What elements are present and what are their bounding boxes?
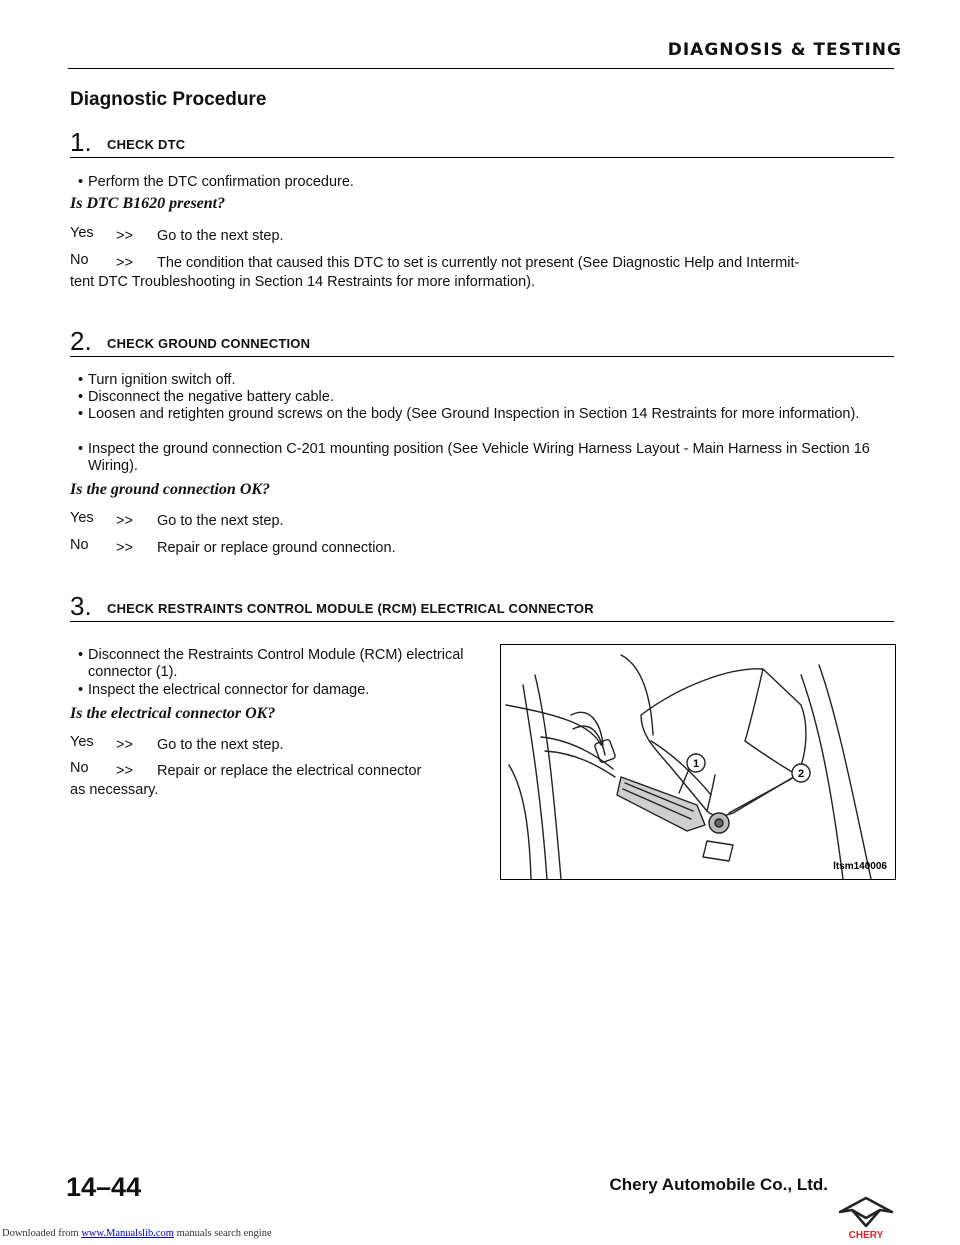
bullet-item: • Disconnect the negative battery cable. [78,389,334,405]
step-number: 2. [70,326,92,356]
arrow-icon: >> [116,540,133,556]
bullet-item: • Perform the DTC confirmation procedure. [78,174,354,190]
procedure-title: Diagnostic Procedure [70,89,267,110]
bullet-item: • Turn ignition switch off. [78,372,236,388]
no-answer: Repair or replace ground connection. [157,540,396,556]
no-answer-continued: tent DTC Troubleshooting in Section 14 Restraints for more information). [70,274,536,290]
arrow-icon: >> [116,763,133,779]
callout-1: 1 [692,758,700,770]
no-answer-continued: as necessary. [70,782,159,798]
question: Is the ground connection OK? [70,481,271,498]
chery-logo-icon [836,1196,896,1240]
no-label: No [70,252,89,268]
bullet-item: • Inspect the ground connection C-201 mounting position (See Vehicle Wiring Harness Layout - Main Harness in Section 16 Wiring). [78,441,870,474]
figure-code: ltsm140006 [833,861,887,872]
page-number: 14–44 [66,1172,142,1202]
step-title: CHECK DTC [107,137,186,152]
yes-label: Yes [70,734,94,750]
rcm-connector-illustration [501,645,895,879]
arrow-icon: >> [116,737,133,753]
yes-answer: Go to the next step. [157,737,284,753]
bullet-dot-icon: • [78,406,84,422]
step-number: 1. [70,127,92,157]
question: Is the electrical connector OK? [70,705,276,722]
step-title: CHECK GROUND CONNECTION [107,336,311,351]
bullet-dot-icon: • [78,647,84,663]
bullet-dot-icon: • [78,389,84,405]
chery-logo [836,1196,896,1240]
yes-answer: Go to the next step. [157,228,284,244]
rcm-connector-figure [500,644,896,880]
bullet-dot-icon: • [78,441,84,457]
step-3-heading [70,591,894,622]
bullet-item: • Disconnect the Restraints Control Module (RCM) electrical connector (1). [78,647,464,680]
arrow-icon: >> [116,513,133,529]
no-answer: Repair or replace the electrical connector [157,763,422,779]
bullet-dot-icon: • [78,372,84,388]
bullet-dot-icon: • [78,682,84,698]
arrow-icon: >> [116,255,133,271]
logo-text: CHERY [848,1230,884,1240]
question: Is DTC B1620 present? [70,195,226,212]
manualslib-link[interactable]: www.Manualslib.com [81,1228,174,1239]
yes-label: Yes [70,225,94,241]
step-number: 3. [70,591,92,621]
yes-label: Yes [70,510,94,526]
step-1-heading [70,127,894,158]
bullet-item: • Inspect the electrical connector for damage. [78,682,370,698]
no-label: No [70,760,89,776]
no-label: No [70,537,89,553]
bullet-dot-icon: • [78,174,84,190]
arrow-icon: >> [116,228,133,244]
download-notice: Downloaded from www.Manualslib.com manuals search engine [2,1228,272,1239]
company-name: Chery Automobile Co., Ltd. [609,1175,828,1194]
header-rule [68,68,894,69]
yes-answer: Go to the next step. [157,513,284,529]
no-answer: The condition that caused this DTC to set is currently not present (See Diagnostic Help and Intermit- [157,255,800,271]
callout-2: 2 [797,768,805,780]
bullet-item: • Loosen and retighten ground screws on the body (See Ground Inspection in Section 14 Restraints for more information). [78,406,860,422]
step-2-heading [70,326,894,357]
header-title: DIAGNOSIS & TESTING [667,40,902,60]
step-title: CHECK RESTRAINTS CONTROL MODULE (RCM) ELECTRICAL CONNECTOR [107,601,594,616]
